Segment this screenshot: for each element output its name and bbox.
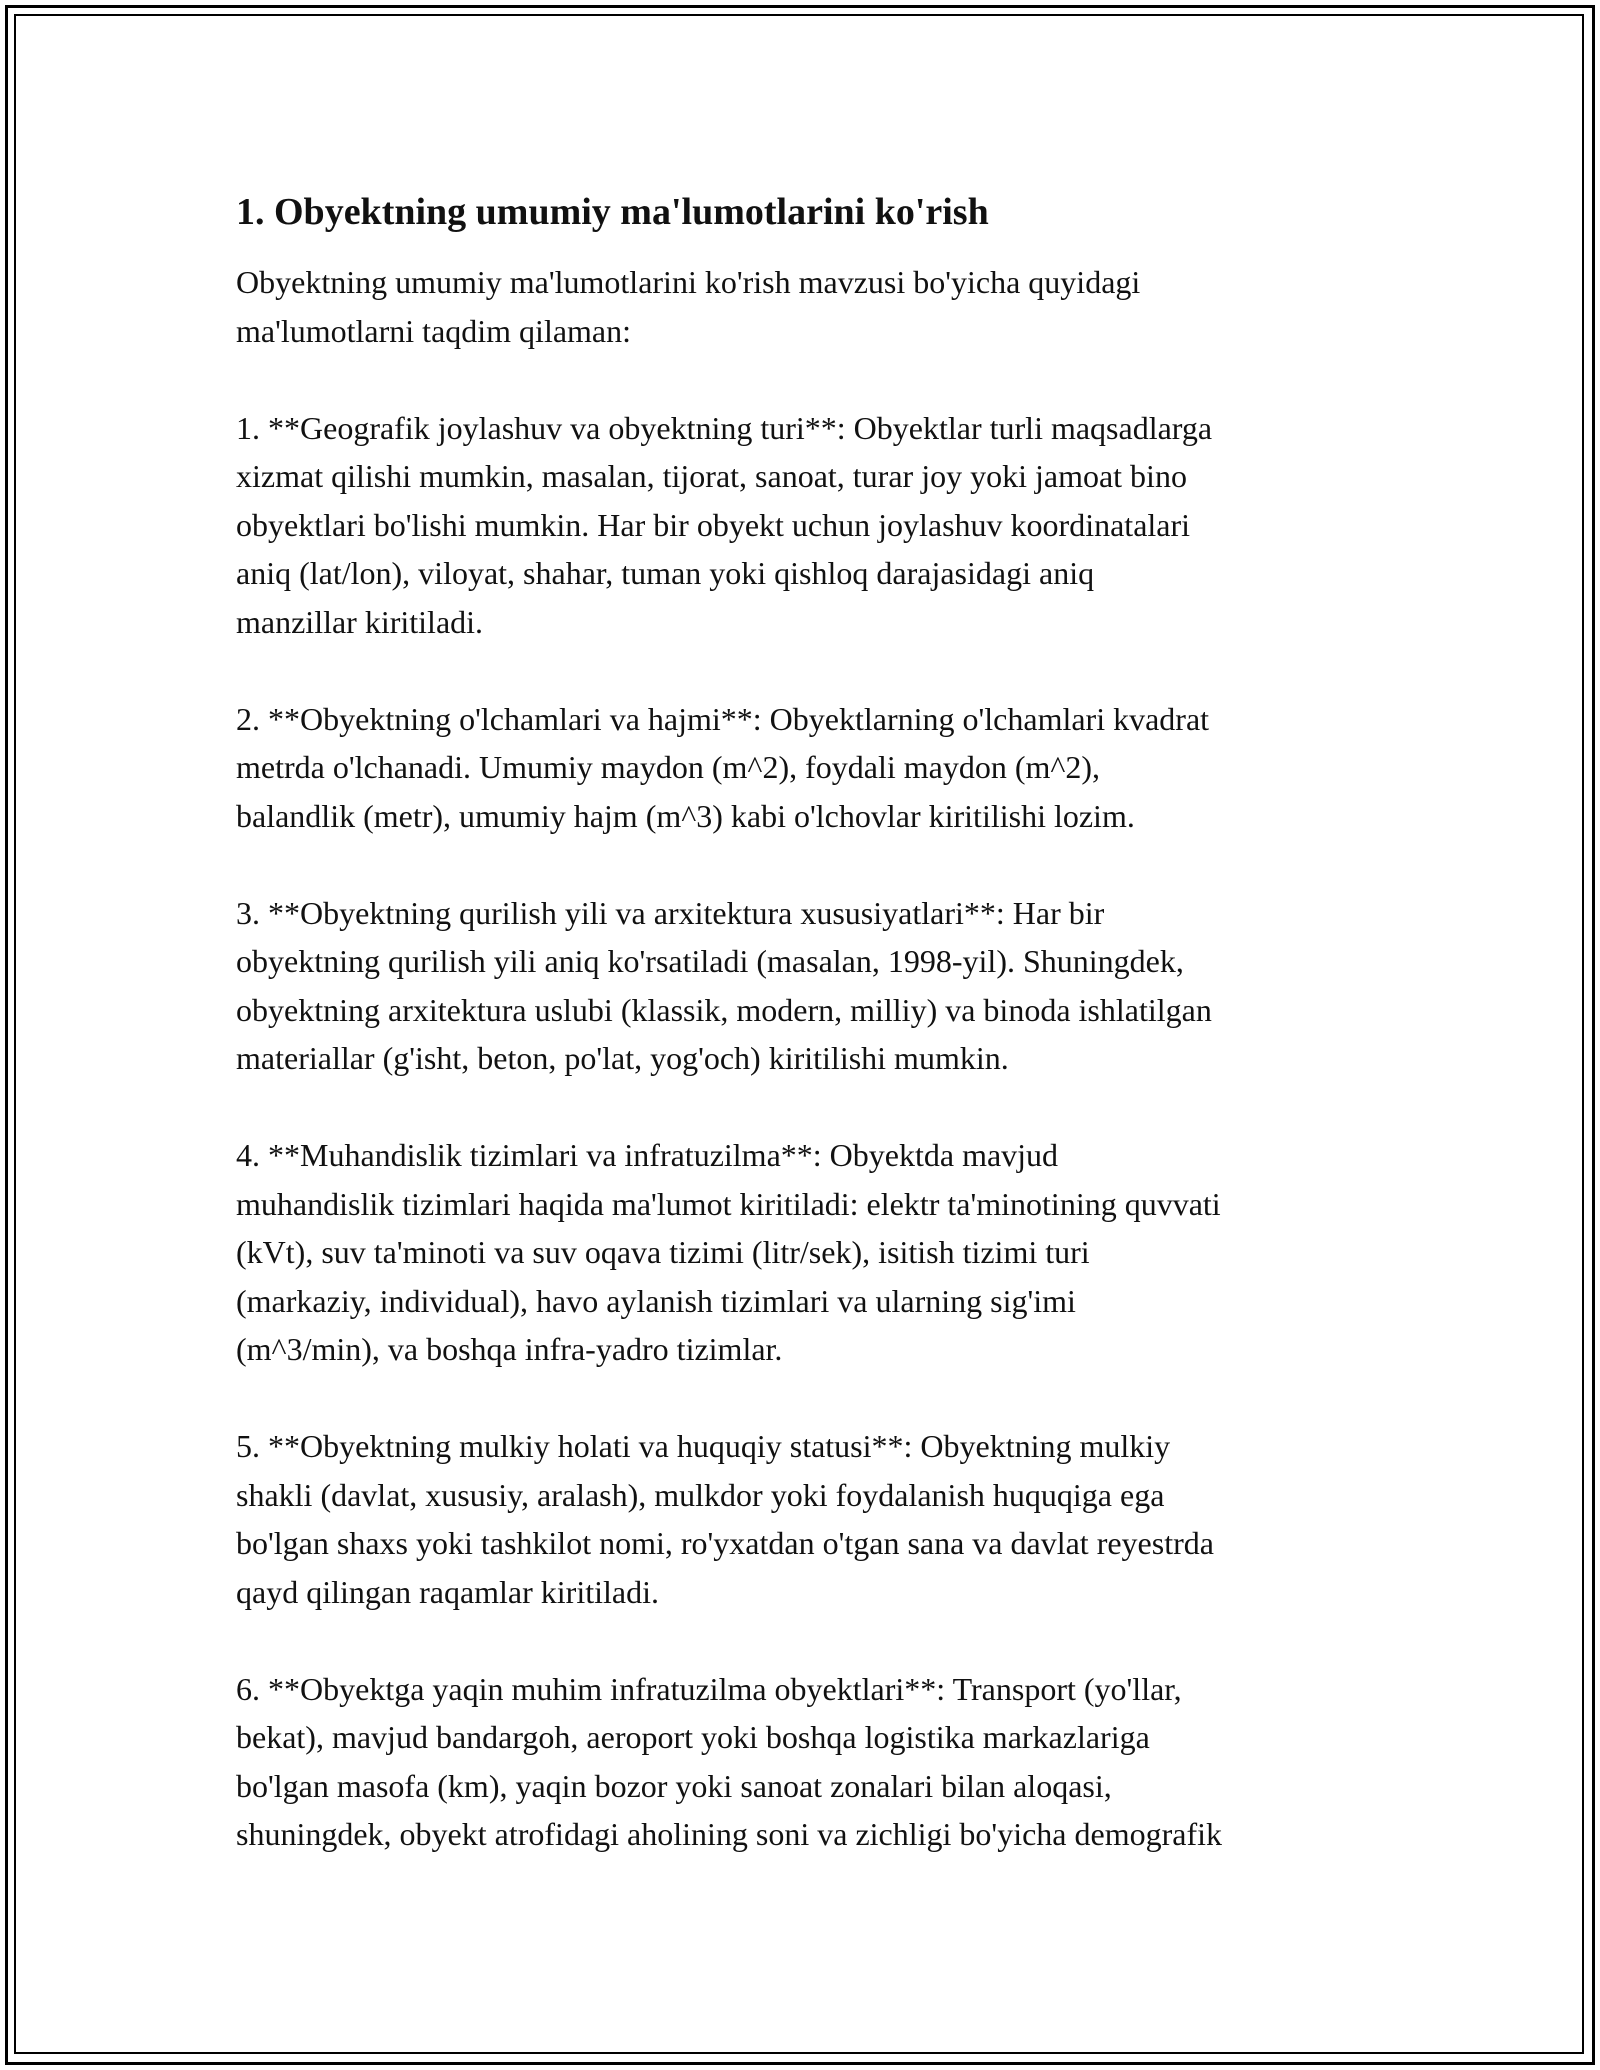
paragraph-line: balandlik (metr), umumiy hajm (m^3) kabi o'lchovlar kiritilishi lozim. bbox=[236, 797, 1135, 834]
paragraph-line: 5. **Obyektning mulkiy holati va huquqiy statusi**: Obyektning mulkiy bbox=[236, 1428, 1171, 1464]
paragraph-line: 2. **Obyektning o'lchamlari va hajmi**: Obyektlarning o'lchamlari kvadrat bbox=[236, 700, 1210, 737]
paragraph-line: shuningdek, obyekt atrofidagi aholining soni va zichligi bo'yicha demografik bbox=[236, 1816, 1222, 1852]
paragraph-line: aniq (lat/lon), viloyat, shahar, tuman yoki qishloq darajasidagi aniq bbox=[236, 555, 1095, 591]
paragraph-line: obyektning arxitektura uslubi (klassik, modern, milliy) va binoda ishlatilgan bbox=[236, 991, 1212, 1028]
paragraph-line: 6. **Obyektga yaqin muhim infratuzilma obyektlari**: Transport (yo'llar, bbox=[236, 1670, 1182, 1707]
paragraph-line: obyektning qurilish yili aniq ko'rsatiladi (masalan, 1998-yil). Shuningdek, bbox=[236, 943, 1184, 979]
paragraph-line: shakli (davlat, xususiy, aralash), mulkdor yoki foydalanish huquqiga ega bbox=[236, 1476, 1165, 1513]
paragraph-line: bekat), mavjud bandargoh, aeroport yoki boshqa logistika markazlariga bbox=[236, 1719, 1150, 1755]
paragraph-line: (m^3/min), va boshqa infra-yadro tizimlar. bbox=[236, 1331, 783, 1367]
paragraph-line: manzillar kiritiladi. bbox=[236, 603, 484, 640]
document-body bbox=[236, 186, 1376, 1907]
paragraph-line: (kVt), suv ta'minoti va suv oqava tizimi (litr/sek), isitish tizimi turi bbox=[236, 1234, 1090, 1270]
paragraph-line: 1. **Geografik joylashuv va obyektning turi**: Obyektlar turli maqsadlarga bbox=[236, 409, 1213, 446]
paragraph-line: 4. **Muhandislik tizimlari va infratuzilma**: Obyektda mavjud bbox=[236, 1137, 1059, 1173]
paragraph-item-6 bbox=[236, 1665, 1376, 1859]
paragraph-line: xizmat qilishi mumkin, masalan, tijorat, sanoat, turar joy yoki jamoat bino bbox=[236, 458, 1187, 494]
paragraph-line: muhandislik tizimlari haqida ma'lumot kiritiladi: elektr ta'minotining quvvati bbox=[236, 1185, 1221, 1222]
paragraph-line: Obyektning umumiy ma'lumotlarini ko'rish mavzusi bo'yicha quyidagi bbox=[236, 264, 1141, 300]
paragraph-item-1 bbox=[236, 404, 1376, 647]
paragraph-line: ma'lumotlarni taqdim qilaman: bbox=[236, 312, 632, 349]
paragraph-item-4 bbox=[236, 1131, 1376, 1374]
paragraph-intro bbox=[236, 258, 1376, 355]
document-title: 1. Obyektning umumiy ma'lumotlarini ko'rish bbox=[236, 191, 989, 233]
paragraph-item-2 bbox=[236, 695, 1376, 841]
paragraph-line: 3. **Obyektning qurilish yili va arxitektura xususiyatlari**: Har bir bbox=[236, 894, 1105, 931]
paragraph-item-3 bbox=[236, 889, 1376, 1083]
paragraph-line: (markaziy, individual), havo aylanish tizimlari va ularning sig'imi bbox=[236, 1282, 1076, 1319]
paragraph-line: qayd qilingan raqamlar kiritiladi. bbox=[236, 1573, 659, 1610]
paragraph-line: metrda o'lchanadi. Umumiy maydon (m^2), foydali maydon (m^2), bbox=[236, 749, 1101, 785]
paragraph-item-5 bbox=[236, 1422, 1376, 1616]
paragraph-line: materiallar (g'isht, beton, po'lat, yog'och) kiritilishi mumkin. bbox=[236, 1040, 1009, 1076]
paragraph-line: bo'lgan masofa (km), yaqin bozor yoki sanoat zonalari bilan aloqasi, bbox=[236, 1767, 1112, 1804]
paragraph-line: obyektlari bo'lishi mumkin. Har bir obyekt uchun joylashuv koordinatalari bbox=[236, 506, 1191, 543]
paragraph-line: bo'lgan shaxs yoki tashkilot nomi, ro'yxatdan o'tgan sana va davlat reyestrda bbox=[236, 1525, 1214, 1561]
